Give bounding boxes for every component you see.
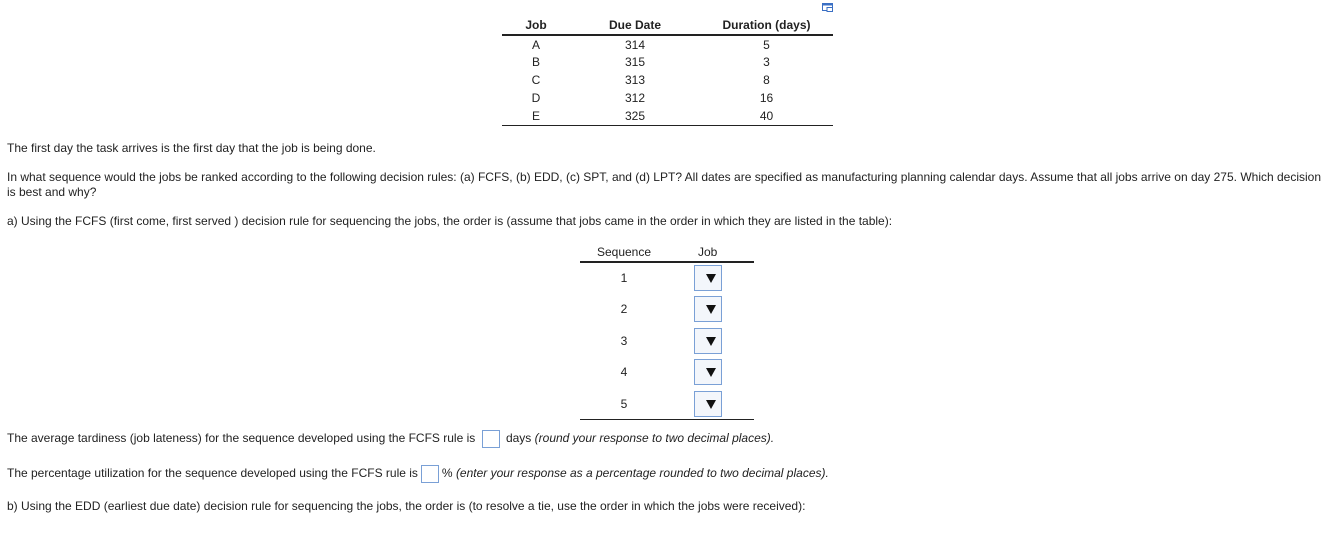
cell-due-date: 313 <box>624 73 646 87</box>
cell-duration: 16 <box>759 91 774 105</box>
part-a-text: a) Using the FCFS (first come, first served ) decision rule for sequencing the jobs, the order is (assume that jobs came in the order in which they are listed in the table): <box>7 214 893 228</box>
job-dropdown-4[interactable] <box>694 359 722 385</box>
table-row <box>502 35 833 53</box>
sequence-number: 1 <box>620 271 628 286</box>
tardiness-prefix: The average tardiness (job lateness) for the sequence developed using the FCFS rule is <box>7 431 476 446</box>
popout-icon[interactable] <box>822 3 833 12</box>
job-cell <box>668 388 754 420</box>
job-dropdown-1[interactable] <box>694 265 722 291</box>
jobs-table <box>502 15 833 126</box>
table-row <box>580 388 754 420</box>
dropdown-arrow-icon <box>706 337 716 346</box>
job-cell <box>668 325 754 357</box>
header-job: Job <box>502 15 570 35</box>
utilization-hint: (enter your response as a percentage rounded to two decimal places). <box>455 466 829 481</box>
cell-due-date: 325 <box>570 107 700 125</box>
table-row <box>502 71 833 89</box>
job-cell <box>668 294 754 326</box>
job-cell <box>668 357 754 389</box>
sequence-number: 4 <box>620 365 628 380</box>
dropdown-arrow-icon <box>706 400 716 409</box>
cell-due-date: 314 <box>624 37 646 52</box>
table-row <box>580 325 754 357</box>
sequence-number: 2 <box>620 302 628 317</box>
cell-due-date: 315 <box>624 55 646 69</box>
dropdown-arrow-icon <box>706 305 716 314</box>
job-dropdown-2[interactable] <box>694 296 722 322</box>
part-b-text: b) Using the EDD (earliest due date) decision rule for sequencing the jobs, the order is (to resolve a tie, use the order in which the jobs were received): <box>7 499 806 513</box>
cell-job: C <box>531 73 541 87</box>
cell-job: B <box>531 55 540 69</box>
sequence-table <box>580 243 754 420</box>
job-cell <box>668 262 754 294</box>
first-day-text: The first day the task arrives is the first day that the job is being done. <box>7 141 376 155</box>
tardiness-unit: days <box>505 431 532 446</box>
table-row <box>502 53 833 71</box>
utilization-input[interactable] <box>421 465 439 483</box>
dropdown-arrow-icon <box>706 274 716 283</box>
dropdown-arrow-icon <box>706 368 716 377</box>
table-row <box>502 89 833 107</box>
job-dropdown-5[interactable] <box>694 391 722 417</box>
jobs-table-header <box>502 15 833 35</box>
table-row <box>580 357 754 389</box>
utilization-unit: % <box>441 466 453 481</box>
cell-duration: 5 <box>763 37 770 52</box>
header-job: Job <box>668 243 754 262</box>
cell-duration: 40 <box>700 107 833 125</box>
cell-job: A <box>531 37 540 52</box>
sequence-number: 5 <box>580 388 668 420</box>
cell-job: D <box>531 91 541 105</box>
header-duration: Duration (days) <box>700 15 833 35</box>
table-row <box>580 262 754 294</box>
tardiness-hint: (round your response to two decimal places). <box>534 431 775 446</box>
cell-due-date: 312 <box>624 91 646 105</box>
header-sequence: Sequence <box>580 243 668 262</box>
tardiness-input[interactable] <box>482 430 500 448</box>
sequence-table-header <box>580 243 754 262</box>
tardiness-line <box>7 430 774 448</box>
utilization-prefix: The percentage utilization for the sequence developed using the FCFS rule is <box>7 466 418 481</box>
sequence-number: 3 <box>620 333 628 348</box>
cell-job: E <box>502 107 570 125</box>
table-row <box>502 107 833 125</box>
job-dropdown-3[interactable] <box>694 328 722 354</box>
cell-duration: 8 <box>763 73 770 87</box>
header-due-date: Due Date <box>570 15 700 35</box>
table-row <box>580 294 754 326</box>
cell-duration: 3 <box>763 55 770 69</box>
question-text: In what sequence would the jobs be ranked according to the following decision rules: (a) FCFS, (b) EDD, (c) SPT, and (d) LPT? All dates are specified as manufacturing planning calendar days. Assume that all jobs arrive on day 275. Which decision is best and why? <box>7 170 1322 199</box>
utilization-line <box>7 465 829 483</box>
